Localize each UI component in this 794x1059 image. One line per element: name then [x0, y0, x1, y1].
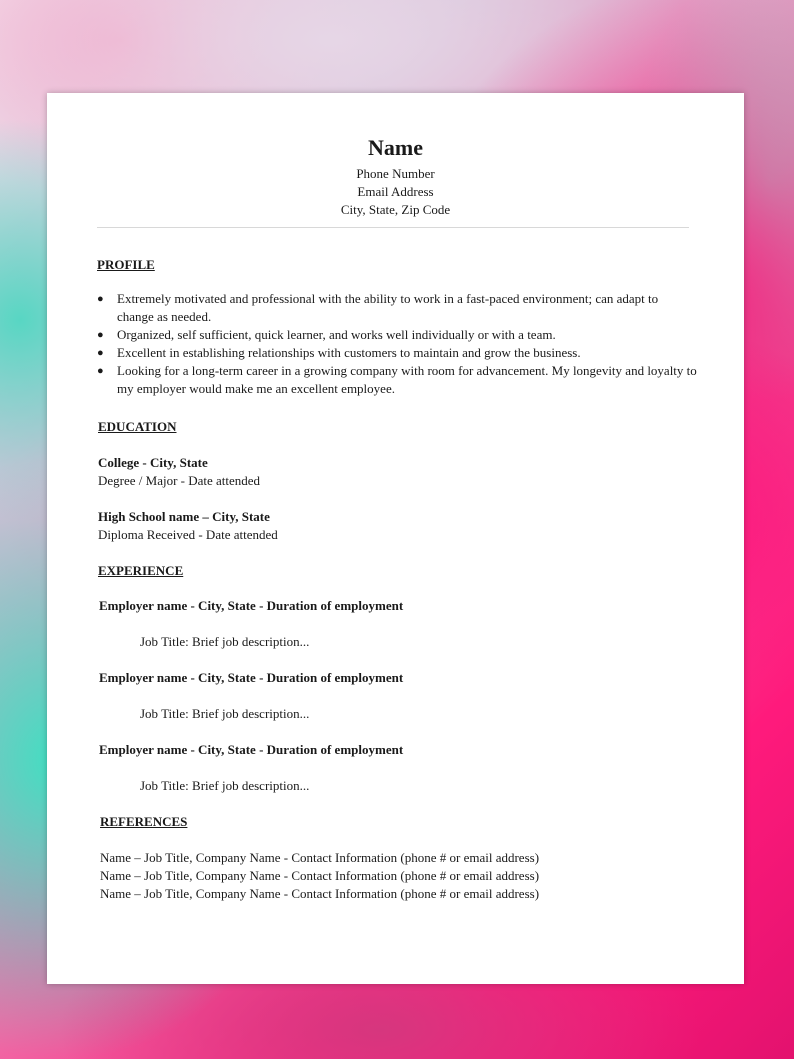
- profile-heading: PROFILE: [97, 257, 155, 272]
- education-school: College - City, State: [98, 455, 208, 470]
- reference-line: Name – Job Title, Company Name - Contact Information (phone # or email address): [100, 850, 540, 865]
- experience-employer: Employer name - City, State - Duration of employment: [99, 670, 404, 685]
- profile-bullet: ● Organized, self sufficient, quick learner, and works well individually or with a team.: [97, 327, 556, 342]
- education-school: High School name – City, State: [98, 509, 270, 524]
- profile-bullet: ● Excellent in establishing relationships with customers to maintain and grow the business.: [97, 345, 581, 360]
- reference-line: Name – Job Title, Company Name - Contact Information (phone # or email address): [100, 886, 540, 901]
- education-detail: Diploma Received - Date attended: [98, 527, 278, 542]
- experience-employer: Employer name - City, State - Duration of employment: [99, 742, 404, 757]
- profile-bullet: ● Looking for a long-term career in a growing company with room for advancement. My longevity and loyalty to my employer would make me an excellent employee.: [97, 363, 697, 396]
- resume-email: Email Address: [357, 184, 434, 199]
- profile-bullet: ● Extremely motivated and professional with the ability to work in a fast-paced environment; can adapt to change as needed.: [97, 291, 659, 324]
- header-divider: [97, 227, 689, 228]
- resume-page: [47, 93, 744, 984]
- reference-line: Name – Job Title, Company Name - Contact Information (phone # or email address): [100, 868, 540, 883]
- resume-location: City, State, Zip Code: [340, 202, 451, 217]
- experience-heading: EXPERIENCE: [98, 563, 184, 578]
- profile-list: [97, 290, 697, 398]
- education-heading: EDUCATION: [98, 419, 177, 434]
- experience-job: Job Title: Brief job description...: [140, 634, 310, 649]
- experience-employer: Employer name - City, State - Duration of employment: [99, 598, 404, 613]
- resume-name: Name: [368, 135, 423, 160]
- resume-phone: Phone Number: [356, 166, 435, 181]
- experience-job: Job Title: Brief job description...: [140, 778, 310, 793]
- references-heading: REFERENCES: [100, 814, 188, 829]
- experience-job: Job Title: Brief job description...: [140, 706, 310, 721]
- education-detail: Degree / Major - Date attended: [98, 473, 261, 488]
